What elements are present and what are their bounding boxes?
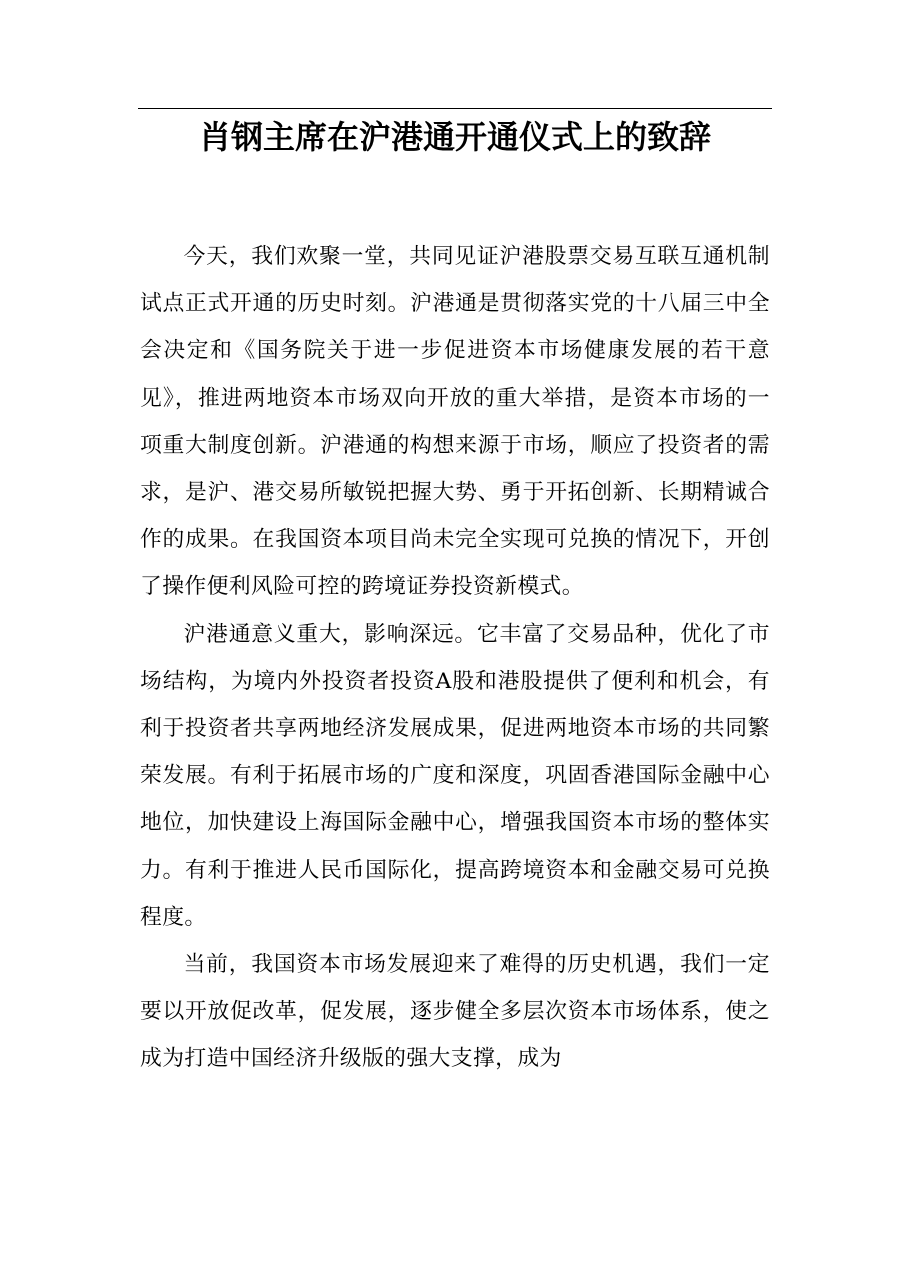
paragraph: 当前，我国资本市场发展迎来了难得的历史机遇，我们一定要以开放促改革，促发展，逐步健全多层次资本市场体系，使之成为打造中国经济升级版的强大支撑，成为 [140, 952, 770, 1072]
header-rule [138, 108, 772, 109]
document-title: 肖钢主席在沪港通开通仪式上的致辞 [198, 118, 711, 156]
paragraph: 今天，我们欢聚一堂，共同见证沪港股票交易互联互通机制试点正式开通的历史时刻。沪港通是贯彻落实党的十八届三中全会决定和《国务院关于进一步促进资本市场健康发展的若干意见》，推进两地资本市场双向开放的重大举措，是资本市场的一项重大制度创新。沪港通的构想来源于市场，顺应了投资者的需求，是沪、港交易所敏锐把握大势、勇于开拓创新、长期精诚合作的成果。在我国资本项目尚未完全实现可兑换的情况下，开创了操作便利风险可控的跨境证券投资新模式。 [140, 244, 770, 600]
paragraph: 沪港通意义重大，影响深远。它丰富了交易品种，优化了市场结构，为境内外投资者投资A股和港股提供了便利和机会，有利于投资者共享两地经济发展成果，促进两地资本市场的共同繁荣发展。有利于拓展市场的广度和深度，巩固香港国际金融中心地位，加快建设上海国际金融中心，增强我国资本市场的整体实力。有利于推进人民币国际化，提高跨境资本和金融交易可兑换程度。 [140, 621, 770, 930]
document-body [140, 233, 770, 1083]
